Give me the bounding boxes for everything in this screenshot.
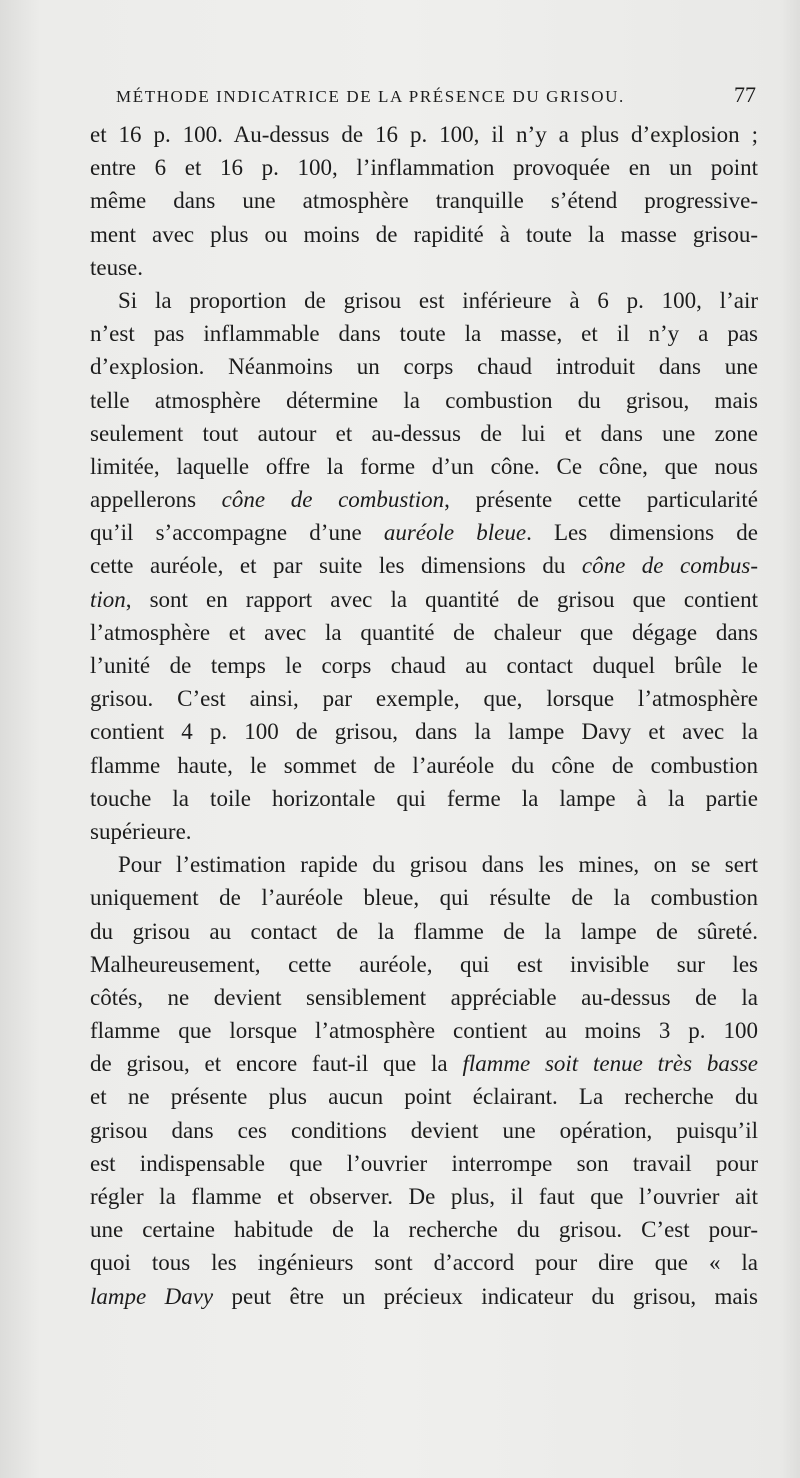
text-line <box>90 483 758 516</box>
text-line: entre 6 et 16 p. 100, l’inflammation provoquée en un point <box>90 155 758 181</box>
text-line <box>90 516 758 549</box>
text-line: Si la proportion de grisou est inférieure à 6 p. 100, l’air <box>118 287 758 313</box>
text-line: uniquement de l’auréole bleue, qui résulte de la combustion <box>90 885 758 911</box>
text-line: est indispensable que l’ouvrier interrompe son travail pour <box>90 1150 758 1176</box>
text-line: côtés, ne devient sensiblement appréciable au-dessus de la <box>90 984 758 1010</box>
text-line <box>90 1280 758 1313</box>
text-line: limitée, laquelle offre la forme d’un cône. Ce cône, que nous <box>90 453 758 479</box>
text-line: teuse. <box>90 254 144 280</box>
text-line: ment avec plus ou moins de rapidité à toute la masse grisou- <box>90 221 758 247</box>
roman-text: de grisou, et encore faut-il que la <box>90 1051 463 1077</box>
text-line: d’explosion. Néanmoins un corps chaud introduit dans une <box>90 354 758 380</box>
text-line <box>90 583 758 616</box>
text-line: touche la toile horizontale qui ferme la lampe à la partie <box>90 785 758 811</box>
roman-text: peut être un précieux indicateur du grisou, mais <box>213 1283 758 1309</box>
text-line: telle atmosphère détermine la combustion du grisou, mais <box>90 387 758 413</box>
italic-text: auréole bleue <box>383 520 527 546</box>
text-line <box>90 549 758 582</box>
text-line: l’atmosphère et avec la quantité de chaleur que dégage dans <box>90 619 758 645</box>
text-line <box>90 1047 758 1080</box>
text-line: une certaine habitude de la recherche du grisou. C’est pour- <box>90 1217 758 1243</box>
text-line: du grisou au contact de la flamme de la lampe de sûreté. <box>90 918 758 944</box>
italic-text: cône de combustion <box>221 487 445 513</box>
text-line: quoi tous les ingénieurs sont d’accord pour dire que « la <box>90 1250 758 1276</box>
text-line: et ne présente plus aucun point éclairant. La recherche du <box>90 1084 758 1110</box>
italic-text: flamme soit tenue très basse <box>462 1051 758 1077</box>
roman-text: appellerons <box>90 487 222 513</box>
roman-text: qu’il s’accompagne d’une <box>90 520 384 546</box>
text-line: Malheureusement, cette auréole, qui est invisible sur les <box>90 951 758 977</box>
text-line: même dans une atmosphère tranquille s’étend progressive- <box>90 188 758 214</box>
italic-text: tion <box>90 586 126 612</box>
page-number: 77 <box>734 82 756 107</box>
roman-text: . Les dimensions de <box>526 520 758 546</box>
text-line: Pour l’estimation rapide du grisou dans les mines, on se sert <box>118 852 758 878</box>
roman-text: , sont en rapport avec la quantité de grisou que contient <box>125 586 758 612</box>
text-line: flamme haute, le sommet de l’auréole du cône de combustion <box>90 752 758 778</box>
running-header <box>116 82 756 108</box>
body-text <box>90 118 758 1313</box>
italic-text: lampe Davy <box>90 1283 214 1309</box>
text-line: flamme que lorsque l’atmosphère contient au moins 3 p. 100 <box>90 1018 758 1044</box>
text-line: régler la flamme et observer. De plus, il faut que l’ouvrier ait <box>90 1184 758 1209</box>
text-line: et 16 p. 100. Au-dessus de 16 p. 100, il n’y a plus d’explosion ; <box>90 122 758 147</box>
text-line: l’unité de temps le corps chaud au contact duquel brûle le <box>90 653 758 678</box>
running-title: MÉTHODE INDICATRICE DE LA PRÉSENCE DU GRISOU. <box>116 87 625 106</box>
text-line: grisou. C’est ainsi, par exemple, que, lorsque l’atmosphère <box>90 686 758 712</box>
roman-text: cette auréole, et par suite les dimensions du <box>90 553 582 579</box>
roman-text: , présente cette particularité <box>444 487 758 513</box>
text-line: contient 4 p. 100 de grisou, dans la lampe Davy et avec la <box>90 719 758 745</box>
text-line: grisou dans ces conditions devient une opération, puisqu’il <box>90 1117 758 1143</box>
text-line: n’est pas inflammable dans toute la masse, et il n’y a pas <box>90 321 758 347</box>
text-line: seulement tout autour et au-dessus de lui et dans une zone <box>90 420 758 446</box>
italic-text: cône de combus- <box>581 553 758 579</box>
text-line: supérieure. <box>90 818 192 844</box>
